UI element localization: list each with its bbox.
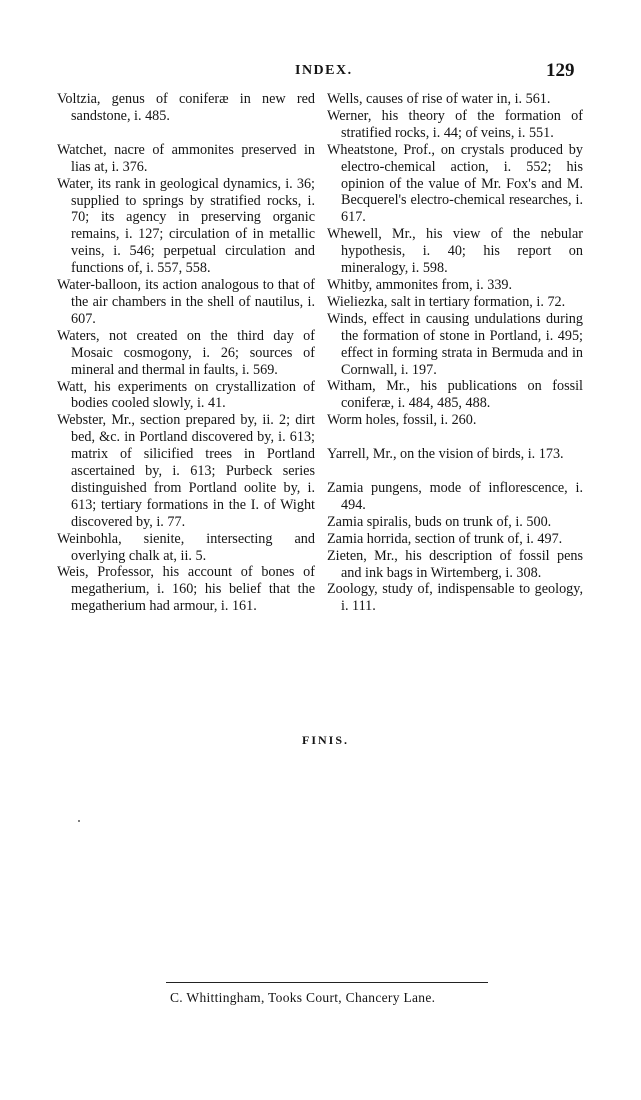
page-number: 129 <box>546 60 575 81</box>
index-entry: Watt, his experiments on crystallization of bodies cooled slowly, i. 41. <box>57 378 315 412</box>
index-entry: Zoology, study of, indispensable to geology, i. 111. <box>327 581 583 615</box>
index-entry: Zamia horrida, section of trunk of, i. 497. <box>327 530 563 547</box>
index-entry: Webster, Mr., section prepared by, ii. 2; dirt bed, &c. in Portland discovered by, i. 613; matrix of silicified trees in Portland ascertained by, i. 613; Purbeck series distinguished from Portland oolite by, i. 613; tertiary formations in the I. of Wight discovered by, i. 77. <box>57 412 315 530</box>
index-entry: Zieten, Mr., his description of fossil pens and ink bags in Wirtemberg, i. 308. <box>327 547 583 581</box>
index-entry: Zamia pungens, mode of inflorescence, i. 494. <box>327 480 583 513</box>
index-entry: Werner, his theory of the formation of stratified rocks, i. 44; of veins, i. 551. <box>327 107 583 141</box>
index-entry: Whitby, ammonites from, i. 339. <box>327 276 513 293</box>
index-column-right <box>327 91 583 615</box>
ink-speck <box>78 820 80 822</box>
index-entry: Weis, Professor, his account of bones of megatherium, i. 160; his belief that the megatherium had armour, i. 161. <box>57 564 315 615</box>
index-entry: Water-balloon, its action analogous to that of the air chambers in the shell of nautilus, i. 607. <box>57 277 315 327</box>
index-entry: Voltzia, genus of coniferæ in new red sandstone, i. 485. <box>57 91 315 124</box>
index-entry: Wieliezka, salt in tertiary formation, i. 72. <box>327 293 566 310</box>
footer-rule <box>166 982 488 983</box>
index-entry: Winds, effect in causing undulations during the formation of stone in Portland, i. 495; effect in forming strata in Bermuda and in Cornwall, i. 197. <box>327 310 583 378</box>
index-entry: Yarrell, Mr., on the vision of birds, i. 173. <box>327 446 564 463</box>
index-entry: Worm holes, fossil, i. 260. <box>327 412 477 429</box>
index-entry: Zamia spiralis, buds on trunk of, i. 500. <box>327 513 552 530</box>
index-entry: Witham, Mr., his publications on fossil coniferæ, i. 484, 485, 488. <box>327 378 583 412</box>
index-entry: Weinbohla, sienite, intersecting and overlying chalk at, ii. 5. <box>57 530 315 564</box>
running-header: INDEX. <box>295 63 353 78</box>
index-entry: Wells, causes of rise of water in, i. 561. <box>327 91 551 107</box>
index-entry: Whewell, Mr., his view of the nebular hypothesis, i. 40; his report on mineralogy, i. 598. <box>327 226 583 277</box>
finis-text: FINIS. <box>302 733 350 747</box>
index-entry: Watchet, nacre of ammonites preserved in lias at, i. 376. <box>57 141 315 175</box>
index-entry: Waters, not created on the third day of Mosaic cosmogony, i. 26; sources of mineral and thermal in faults, i. 569. <box>57 327 315 378</box>
index-entry: Wheatstone, Prof., on crystals produced by electro-chemical action, i. 552; his opinion of the value of Mr. Fox's and M. Becquerel's electro-chemical researches, i. 617. <box>327 141 583 226</box>
index-column-left <box>57 91 315 615</box>
index-entry: Water, its rank in geological dynamics, i. 36; supplied to springs by stratified rocks, i. 70; its agency in preserving organic remains, i. 127; circulation of in metallic veins, i. 546; perpetual circulation and functions of, i. 557, 558. <box>57 175 315 277</box>
printer-imprint: C. Whittingham, Tooks Court, Chancery Lane. <box>170 990 436 1005</box>
